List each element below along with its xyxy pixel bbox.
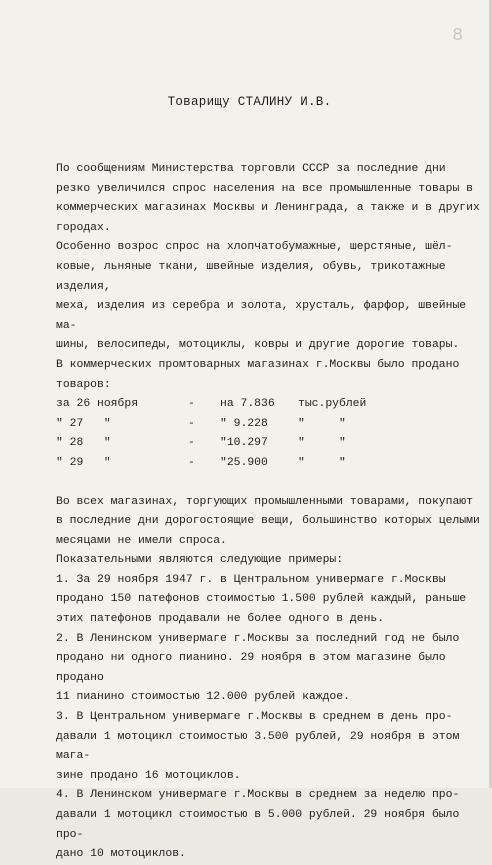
text-line: товаров:: [56, 378, 111, 391]
spacer: [56, 474, 486, 493]
text-line: Во всех магазинах, торгующих промышленными товарами, покупают: [56, 495, 473, 508]
text-line: шины, велосипеды, мотоциклы, ковры и другие дорогие товары.: [56, 339, 460, 352]
letter-body: [56, 160, 486, 865]
sales-row: [56, 434, 486, 454]
sales-amount: на 7.836: [220, 398, 275, 411]
text-line: Показательными являются следующие примеры:: [56, 554, 344, 567]
sales-unit: " ": [298, 437, 346, 450]
text-line: коммерческих магазинах Москвы и Ленинграда, а также и в других: [56, 202, 480, 215]
text-line: городах.: [56, 221, 111, 234]
sales-unit: " ": [298, 417, 346, 430]
sales-row: [56, 395, 486, 415]
text-line: месяцами не имели спроса.: [56, 534, 227, 547]
example-1: [56, 571, 486, 630]
paragraph-5: [56, 551, 486, 571]
paragraph-4: [56, 493, 486, 552]
sales-dash: -: [188, 456, 195, 469]
paragraph-1: [56, 160, 486, 238]
text-line: 4. В Ленинском универмаге г.Москвы в среднем за неделю про-: [56, 789, 460, 802]
text-line: 2. В Ленинском универмаге г.Москвы за последний год не было: [56, 632, 460, 645]
sales-amount: "10.297: [220, 437, 268, 450]
sales-row: [56, 454, 486, 474]
sales-amount: "25.900: [220, 456, 268, 469]
text-line: продано 150 патефонов стоимостью 1.500 рублей каждый, раньше: [56, 593, 467, 606]
text-line: дано 10 мотоциклов.: [56, 848, 186, 861]
sales-amount: " 9.228: [220, 417, 268, 430]
text-line: 11 пианино стоимостью 12.000 рублей каждое.: [56, 691, 350, 704]
paragraph-2: [56, 238, 486, 356]
text-line: этих патефонов продавали не более одного в день.: [56, 613, 385, 626]
sales-dash: -: [188, 417, 195, 430]
text-line: ковые, льняные ткани, швейные изделия, обувь, трикотажные изделия,: [56, 260, 446, 293]
sales-dash: -: [188, 398, 195, 411]
text-line: резко увеличился спрос населения на все промышленные товары в: [56, 182, 473, 195]
text-line: продано ни одного пианино. 29 ноября в этом магазине было продано: [56, 652, 446, 684]
text-line: В коммерческих промтоварных магазинах г.Москвы было продано: [56, 358, 460, 371]
text-line: в последние дни дорогостоящие вещи, большинство которых целыми: [56, 515, 480, 528]
sales-date: " 27 ": [56, 417, 111, 430]
sales-date: " 29 ": [56, 456, 111, 469]
sales-table: [56, 395, 486, 473]
sales-dash: -: [188, 437, 195, 450]
sales-date: за 26 ноября: [56, 398, 139, 411]
sales-row: [56, 415, 486, 435]
paragraph-3: [56, 356, 486, 395]
sales-date: " 28 ": [56, 437, 111, 450]
text-line: зине продано 16 мотоциклов.: [56, 769, 241, 782]
text-line: давали 1 мотоцикл стоимостью 3.500 рублей, 29 ноября в этом мага-: [56, 730, 460, 763]
example-3: [56, 708, 486, 786]
text-line: Особенно возрос спрос на хлопчатобумажные, шерстяные, шёл-: [56, 241, 453, 254]
example-2: [56, 630, 486, 708]
sales-unit: тыс.рублей: [298, 398, 367, 411]
example-4: [56, 786, 486, 864]
sales-unit: " ": [298, 456, 346, 469]
page-corner-mark: 8: [452, 26, 463, 46]
addressee-heading: Товарищу СТАЛИНУ И.В.: [167, 95, 332, 109]
text-line: По сообщениям Министерства торговли СССР за последние дни: [56, 163, 446, 175]
text-line: давали 1 мотоцикл стоимостью в 5.000 рублей. 29 ноября было про-: [56, 809, 460, 841]
text-line: 1. За 29 ноября 1947 г. в Центральном универмаге г.Москвы: [56, 573, 446, 586]
text-line: меха, изделия из серебра и золота, хрусталь, фарфор, швейные ма-: [56, 300, 467, 332]
text-line: 3. В Центральном универмаге г.Москвы в среднем в день про-: [56, 711, 453, 724]
